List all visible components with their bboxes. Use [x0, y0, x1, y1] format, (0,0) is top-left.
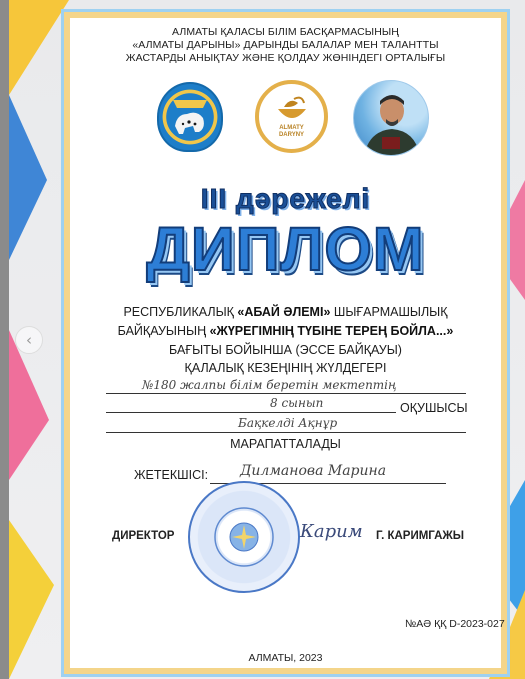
supervisor-label: ЖЕТЕКШІСІ:	[134, 468, 209, 482]
diploma-title: ДИПЛОМ	[146, 215, 425, 283]
director-label: ДИРЕКТОР	[112, 530, 175, 542]
seal-emblem-icon	[212, 505, 276, 569]
deco-triangle-yellow-left	[9, 520, 54, 679]
grade-field: 8 сынып	[270, 396, 324, 410]
contest-line-2-part-a: БАЙҚАУЫНЫҢ	[117, 324, 210, 338]
window-edge	[0, 0, 9, 679]
contest-line-3: БАҒЫТЫ БОЙЫНША (ЭССЕ БАЙҚАУЫ)	[169, 343, 402, 357]
student-suffix: ОҚУШЫСЫ	[400, 401, 468, 415]
previous-image-button[interactable]	[15, 326, 43, 354]
contest-line-1-part-a: РЕСПУБЛИКАЛЫҚ	[123, 305, 238, 319]
logo-text-daryny: DARYNY	[278, 131, 305, 138]
student-underline	[106, 432, 466, 433]
daryny-bowl-icon	[272, 95, 312, 125]
logo-text-almaty: ALMATY	[279, 124, 304, 131]
contest-line-2	[70, 324, 501, 338]
deco-triangle-yellow-top	[9, 0, 69, 95]
official-seal	[188, 481, 300, 593]
snow-leopard-icon	[159, 84, 221, 150]
student-name-field: Бақкелді Ақнұр	[238, 416, 338, 430]
header-line-2: «АЛМАТЫ ДАРЫНЫ» ДАРЫНДЫ БАЛАЛАР МЕН ТАЛАНТТЫ	[132, 39, 439, 51]
contest-line-4: ҚАЛАЛЫҚ КЕЗЕҢІНІҢ ЖҮЛДЕГЕРІ	[184, 361, 387, 375]
school-underline	[106, 393, 466, 394]
contest-line-1-part-c: ШЫҒАРМАШЫЛЫҚ	[330, 305, 448, 319]
diploma-sheet	[64, 12, 507, 674]
contest-name: «АБАЙ ӘЛЕМІ»	[237, 305, 331, 319]
contest-direction: «ЖҮРЕГІМНІҢ ТҮБІНЕ ТЕРЕҢ БОЙЛА...»	[209, 324, 454, 338]
almaty-emblem-logo	[157, 82, 223, 152]
awarded-text: МАРАПАТТАЛАДЫ	[230, 437, 341, 451]
header-line-1: АЛМАТЫ ҚАЛАСЫ БІЛІМ БАСҚАРМАСЫНЫҢ	[172, 26, 399, 38]
person-figure	[354, 81, 429, 156]
post-image	[9, 0, 525, 679]
school-field: №180 жалпы білім беретін мектептің	[142, 378, 397, 392]
grade-underline	[106, 412, 396, 413]
director-name: Г. КАРИМГАЖЫ	[376, 530, 465, 542]
chevron-left-icon: ‹	[26, 331, 32, 349]
registration-number: №АӘ ҚҚ D-2023-027	[405, 618, 505, 630]
contest-line-1	[70, 305, 501, 319]
deco-triangle-blue-left	[9, 95, 47, 260]
portrait-photo	[353, 80, 429, 156]
supervisor-name-field: Дилманова Марина	[240, 463, 387, 479]
city-year: АЛМАТЫ, 2023	[248, 652, 323, 664]
almaty-daryny-logo	[255, 80, 328, 153]
header-line-3: ЖАСТАРДЫ АНЫҚТАУ ЖӘНЕ ҚОЛДАУ ЖӨНІНДЕГІ ОРТАЛЫҒЫ	[125, 52, 446, 64]
director-signature: Карим	[300, 521, 363, 542]
diploma-degree: III дәрежелі	[200, 183, 371, 214]
